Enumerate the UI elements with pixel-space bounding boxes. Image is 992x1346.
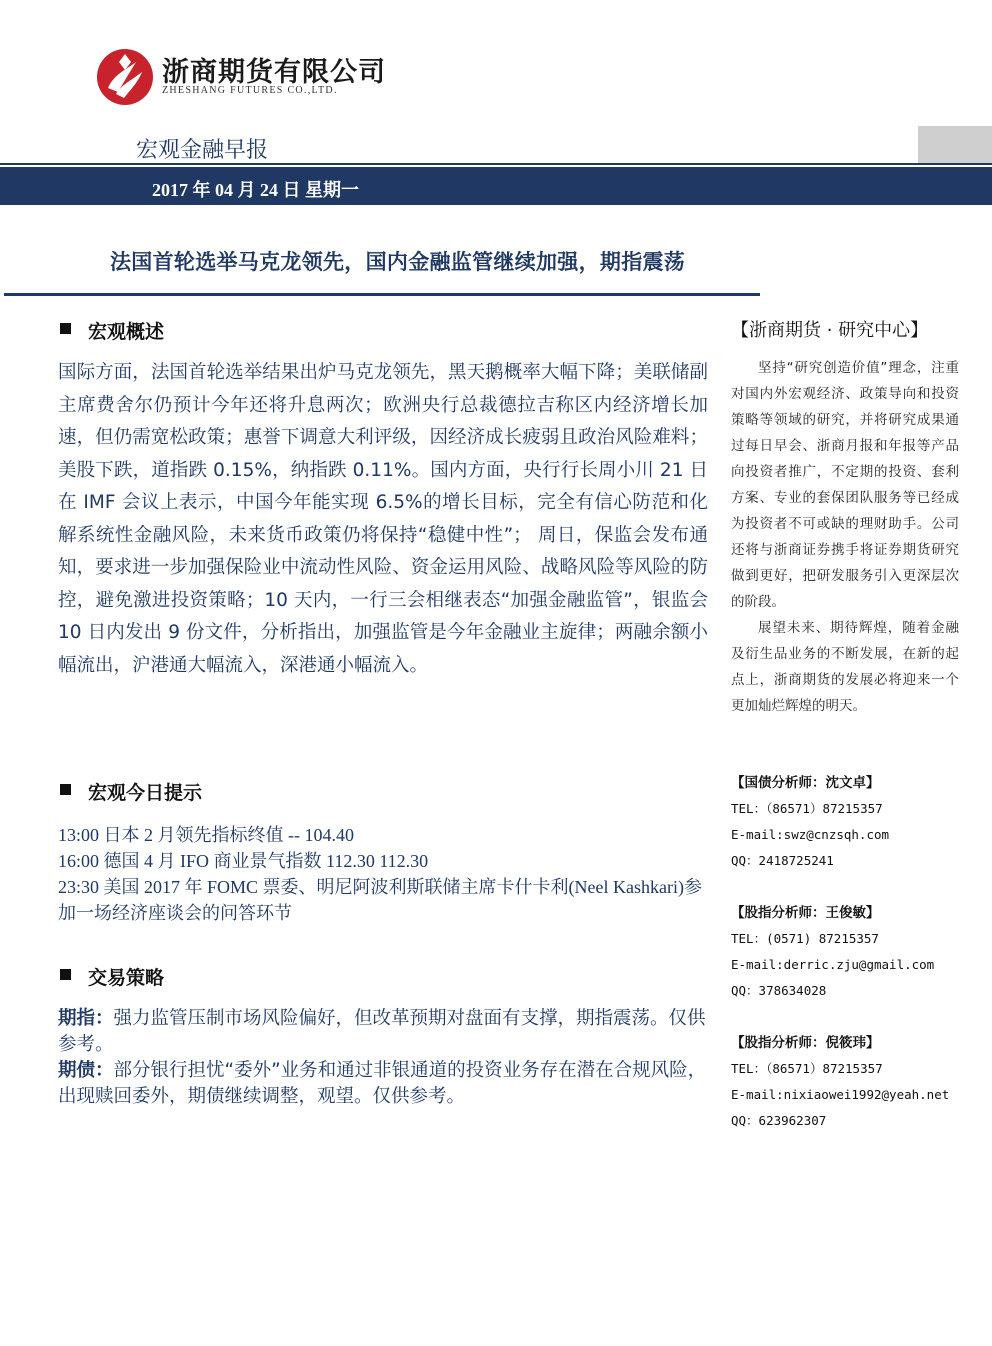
- company-name-en: ZHESHANG FUTURES CO.,LTD.: [162, 85, 338, 96]
- report-type: 宏观金融早报: [136, 138, 269, 163]
- overview-paragraph: 国际方面，法国首轮选举结果出炉马克龙领先，黑天鹅概率大幅下降；美联储副主席费舍尔仍预计今年还将升息两次；欧洲央行总裁德拉吉称区内经济增长加速，但仍需宽松政策；惠誉下调意大利评级，因经济成长疲弱且政治风险难料；美股下跌，道指跌 0.15%，纳指跌 0.11%。国内方面，央行行长周小川 21 日在 IMF 会议上表示，中国今年能实现 6.5%的增长目标，完全有信心防范和化解系统性金融风险，未来货币政策仍将保持“稳健中性”； 周日，保监会发布通知，要求进一步加强保险业中流动性风险、资金运用风险、战略风险等风险的防控，避免激进投资策略；10 天内，一行三会相继表态“加强金融监管”，银监会 10 日内发出 9 份文件，分析指出，加强监管是今年金融业主旋律；两融余额小幅流出，沪港通大幅流入，深港通小幅流入。: [58, 362, 708, 676]
- section-heading-strategy: 交易策略: [60, 963, 164, 990]
- analyst-title: 【国债分析师：沈文卓】: [731, 775, 880, 791]
- analyst-qq: QQ：378634028: [731, 983, 827, 998]
- sidebar-paragraph: 坚持“研究创造价值”理念，注重对国内外宏观经济、政策导向和投资策略等领域的研究，并将研究成果通过每日早会、浙商月报和年报等产品向投资者推广，不定期的投资、套利方案、专业的套保团队服务等已经成为投资者不可或缺的理财助手。公司还将与浙商证券携手将证券期货研究做到更好，把研发服务引入更深层次的阶段。: [731, 360, 959, 610]
- headline-rule: [4, 293, 760, 296]
- strategy-text: 强力监管压制市场风险偏好，但改革预期对盘面有支撑，期指震荡。仅供参考。: [58, 1008, 706, 1055]
- strategy-item: [58, 1006, 710, 1058]
- analyst-card: [731, 770, 971, 874]
- list-item: 23:30 美国 2017 年 FOMC 票委、明尼阿波利斯联储主席卡什卡利(Neel Kashkari)参加一场经济座谈会的问答环节: [58, 877, 702, 923]
- analyst-card: [731, 900, 971, 1004]
- list-item: 13:00 日本 2 月领先指标终值 -- 104.40: [58, 825, 354, 845]
- headline: 法国首轮选举马克龙领先，国内金融监管继续加强，期指震荡: [110, 250, 686, 274]
- section-heading-overview: 宏观概述: [60, 317, 164, 344]
- strategy-text: 部分银行担忧“委外”业务和通过非银通道的投资业务存在潜在合规风险，出现赎回委外，期债继续调整，观望。仅供参考。: [58, 1060, 707, 1107]
- strategy-label: 期指：: [58, 1008, 114, 1029]
- sidebar-title: 【浙商期货 · 研究中心】: [731, 320, 929, 341]
- header-gray-block: [918, 126, 992, 165]
- sidebar-paragraph: 展望未来、期待辉煌，随着金融及衍生品业务的不断发展，在新的起点上，浙商期货的发展必将迎来一个更加灿烂辉煌的明天。: [731, 620, 959, 714]
- section-heading-today: 宏观今日提示: [60, 778, 202, 805]
- analyst-qq: QQ：623962307: [731, 1113, 827, 1128]
- analyst-card: [731, 1030, 971, 1134]
- analyst-qq: QQ：2418725241: [731, 853, 834, 868]
- analyst-title: 【股指分析师：王俊敏】: [731, 905, 880, 921]
- analyst-email[interactable]: E-mail:derric.zju@gmail.com: [731, 957, 935, 972]
- analyst-title: 【股指分析师：倪筱玮】: [731, 1035, 880, 1051]
- overview-body: [58, 357, 708, 682]
- today-list: [58, 822, 708, 926]
- report-date: 2017 年 04 月 24 日 星期一: [152, 180, 359, 200]
- strategy-list: [58, 1006, 710, 1110]
- analyst-email[interactable]: E-mail:nixiaowei1992@yeah.net: [731, 1087, 950, 1102]
- analyst-email[interactable]: E-mail:swz@cnzsqh.com: [731, 827, 890, 842]
- strategy-label: 期债：: [58, 1060, 114, 1081]
- date-bar: [0, 167, 992, 205]
- header-divider: [0, 163, 992, 165]
- bullet-square-icon: [60, 969, 71, 980]
- analyst-tel: TEL：（86571）87215357: [731, 801, 883, 816]
- bullet-square-icon: [60, 784, 71, 795]
- strategy-item: [58, 1058, 710, 1110]
- company-logo: [96, 48, 154, 106]
- sidebar-intro: [731, 355, 959, 719]
- list-item: 16:00 德国 4 月 IFO 商业景气指数 112.30 112.30: [58, 851, 429, 871]
- analyst-tel: TEL：（86571）87215357: [731, 1061, 883, 1076]
- company-name-cn: 浙商期货有限公司: [162, 57, 386, 88]
- analyst-tel: TEL：(0571) 87215357: [731, 931, 879, 946]
- bullet-square-icon: [60, 323, 71, 334]
